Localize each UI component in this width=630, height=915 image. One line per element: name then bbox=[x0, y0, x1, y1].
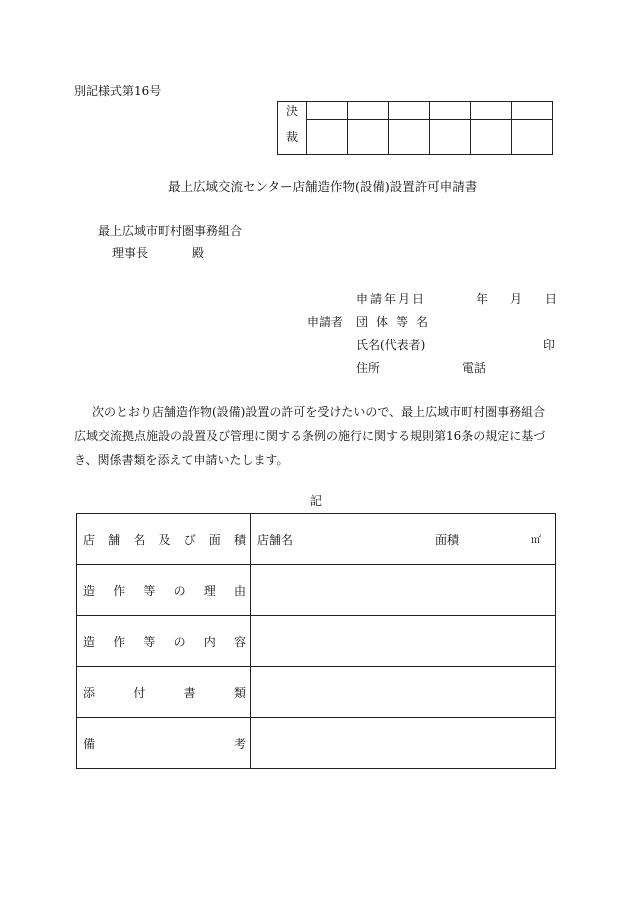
remarks-field[interactable] bbox=[251, 718, 556, 769]
representative-name-label: 氏名(代表者) bbox=[356, 338, 426, 352]
date-year[interactable]: 年 bbox=[476, 292, 489, 306]
details-table bbox=[76, 513, 556, 769]
application-date-label: 申請年月日 bbox=[356, 292, 427, 306]
shop-name-label: 店舗名 bbox=[257, 532, 294, 547]
ki-heading: 記 bbox=[310, 494, 323, 508]
table-row bbox=[77, 514, 556, 565]
approval-cell[interactable] bbox=[389, 102, 430, 120]
table-row bbox=[77, 565, 556, 616]
addressee-honorific: 殿 bbox=[192, 246, 205, 260]
header-char: 類 bbox=[233, 685, 246, 700]
table-row bbox=[77, 616, 556, 667]
header-char: 理 bbox=[203, 583, 216, 598]
approval-cell[interactable] bbox=[348, 102, 389, 120]
body-line-3: き、関係書類を添えて申請いたします。 bbox=[74, 453, 289, 467]
header-char: 作 bbox=[113, 634, 126, 649]
date-month[interactable]: 月 bbox=[510, 292, 523, 306]
header-char: 容 bbox=[233, 634, 246, 649]
row-header-text bbox=[83, 531, 246, 548]
table-row bbox=[77, 718, 556, 769]
applicant-label: 申請者 bbox=[307, 315, 344, 329]
header-char: 積 bbox=[233, 532, 246, 547]
header-char: 考 bbox=[233, 736, 246, 751]
row-header-reason bbox=[77, 565, 251, 616]
approval-cell[interactable] bbox=[430, 102, 471, 120]
approval-cell[interactable] bbox=[348, 119, 389, 154]
row-header-shop-area bbox=[77, 514, 251, 565]
header-char: 等 bbox=[143, 583, 156, 598]
approval-cell[interactable] bbox=[471, 102, 512, 120]
organization-name-label: 団体等名 bbox=[356, 315, 437, 329]
header-char: 造 bbox=[83, 634, 96, 649]
approval-cell[interactable] bbox=[512, 102, 553, 120]
header-char: 等 bbox=[143, 634, 156, 649]
seal-mark: 印 bbox=[543, 338, 556, 352]
header-char: 店 bbox=[83, 532, 96, 547]
header-char: 面 bbox=[208, 532, 221, 547]
approval-cell[interactable] bbox=[307, 119, 348, 154]
shop-area-field[interactable] bbox=[251, 514, 556, 565]
approval-label-bottom: 裁 bbox=[278, 119, 307, 154]
approval-label-top: 決 bbox=[278, 102, 307, 120]
header-char: 添 bbox=[83, 685, 96, 700]
header-char: 及 bbox=[158, 532, 171, 547]
header-char: 内 bbox=[203, 634, 216, 649]
row-header-content bbox=[77, 616, 251, 667]
attachments-field[interactable] bbox=[251, 667, 556, 718]
approval-cell[interactable] bbox=[471, 119, 512, 154]
approval-box bbox=[277, 101, 553, 155]
area-unit: ㎡ bbox=[531, 534, 541, 546]
header-char: 由 bbox=[233, 583, 246, 598]
content-field[interactable] bbox=[251, 616, 556, 667]
header-char: 備 bbox=[83, 736, 96, 751]
header-char: 付 bbox=[133, 685, 146, 700]
table-row bbox=[77, 667, 556, 718]
area-label: 面積 bbox=[434, 532, 459, 547]
reason-field[interactable] bbox=[251, 565, 556, 616]
phone-label: 電話 bbox=[462, 361, 487, 375]
addressee-organization: 最上広域市町村圏事務組合 bbox=[98, 224, 243, 238]
body-line-2: 広域交流拠点施設の設置及び管理に関する条例の施行に関する規則第16条の規定に基づ bbox=[74, 429, 546, 443]
row-header-remarks bbox=[77, 718, 251, 769]
header-char: 作 bbox=[113, 583, 126, 598]
document-title: 最上広域交流センター店舗造作物(設備)設置許可申請書 bbox=[168, 179, 478, 194]
header-char: 舗 bbox=[108, 532, 121, 547]
header-char: の bbox=[173, 583, 186, 598]
header-char: 書 bbox=[183, 685, 196, 700]
address-label: 住所 bbox=[356, 361, 381, 375]
row-header-attachments bbox=[77, 667, 251, 718]
body-line-1: 次のとおり店舗造作物(設備)設置の許可を受けたいので、最上広域市町村圏事務組合 bbox=[92, 405, 546, 419]
date-day[interactable]: 日 bbox=[545, 292, 558, 306]
header-char: 造 bbox=[83, 583, 96, 598]
header-char: 名 bbox=[133, 532, 146, 547]
form-number: 別記様式第16号 bbox=[74, 84, 162, 98]
approval-cell[interactable] bbox=[430, 119, 471, 154]
header-char: び bbox=[183, 532, 196, 547]
approval-cell[interactable] bbox=[307, 102, 348, 120]
application-body bbox=[74, 400, 560, 472]
addressee-position: 理事長 bbox=[112, 246, 149, 260]
approval-cell[interactable] bbox=[512, 119, 553, 154]
header-char: の bbox=[173, 634, 186, 649]
approval-cell[interactable] bbox=[389, 119, 430, 154]
